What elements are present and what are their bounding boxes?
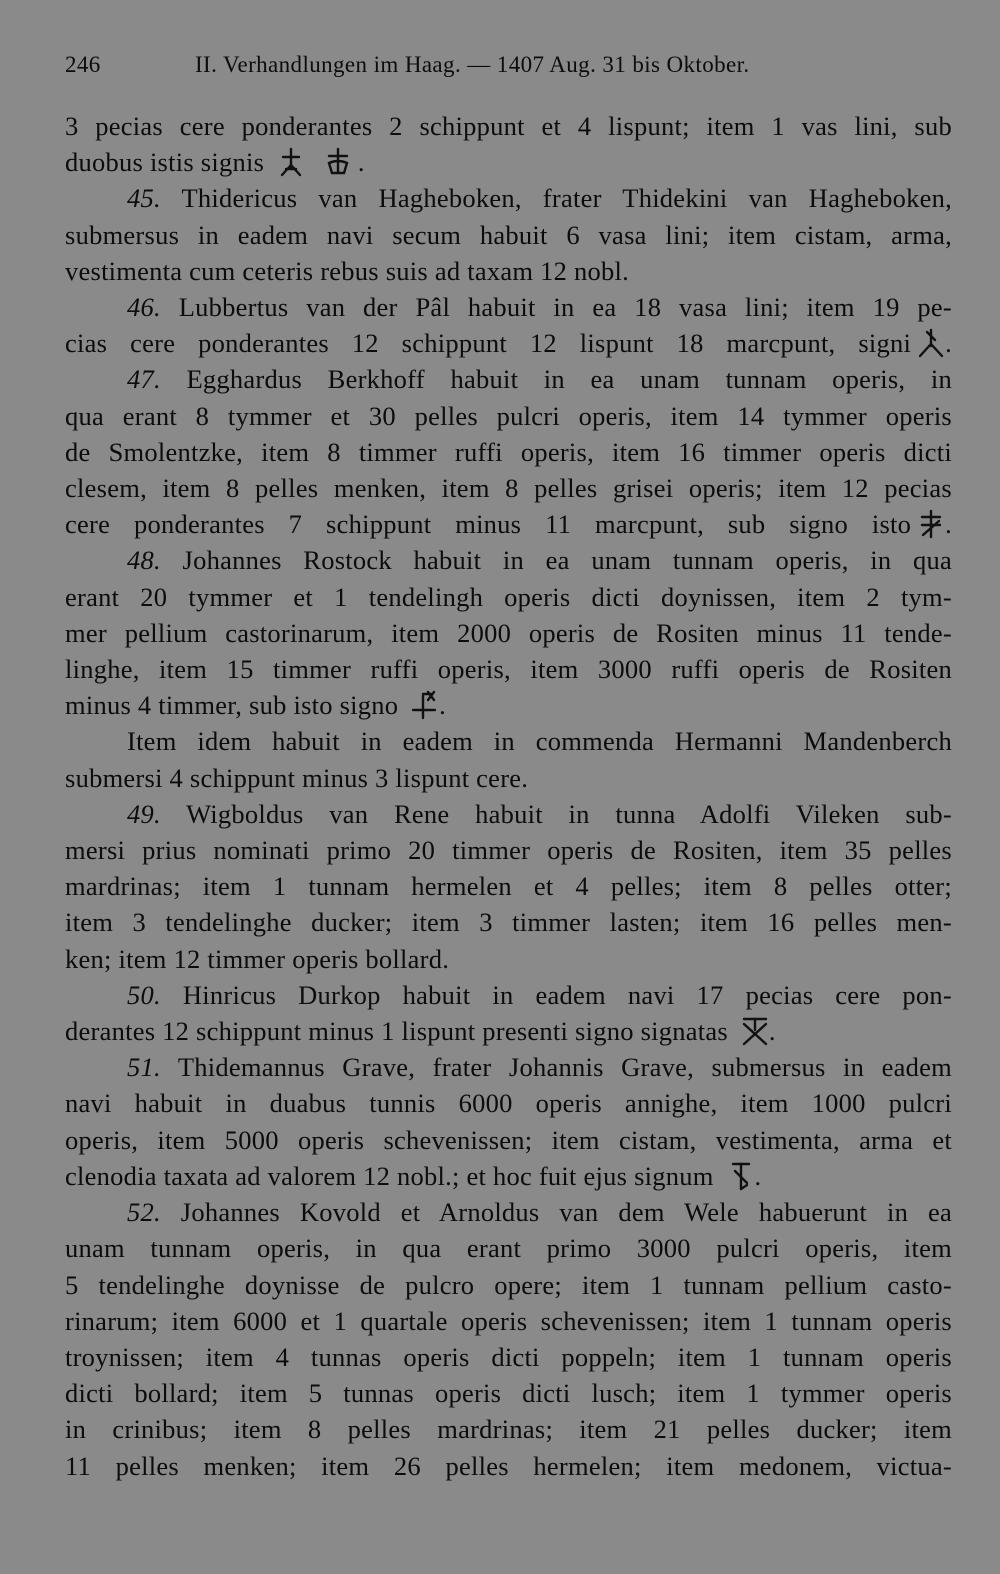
text-span: .: [945, 328, 952, 359]
text-span: minus 4 timmer, sub isto signo: [65, 690, 399, 721]
text-line: in crinibus; item 8 pelles mardrinas; item 21 pelles ducker; item: [65, 1414, 952, 1445]
entry-number: 47.: [127, 364, 161, 395]
text-line: [65, 325, 952, 361]
merchant-mark-icon: [917, 328, 945, 358]
entry-number: 49.: [127, 798, 161, 829]
text-line: operis, item 5000 operis schevenissen; item cistam, vestimenta, arma et: [65, 1124, 952, 1155]
text-line: navi habuit in duabus tunnis 6000 operis annighe, item 1000 pulcri: [65, 1088, 952, 1119]
entry-number: 48.: [127, 545, 161, 576]
entry-46: [65, 289, 952, 361]
running-title: II. Verhandlungen im Haag. — 1407 Aug. 31 bis Oktober.: [195, 52, 750, 77]
text-line: de Smolentzke, item 8 timmer ruffi operis, item 16 timmer operis dicti: [65, 436, 952, 467]
text-line: vestimenta cum ceteris rebus suis ad taxam 12 nobl.: [65, 255, 629, 286]
text-line: mer pellium castorinarum, item 2000 operis de Rositen minus 11 tende-: [65, 617, 952, 648]
text-line: qua erant 8 tymmer et 30 pelles pulcri operis, item 14 tymmer operis: [65, 400, 952, 431]
text-line: [65, 506, 952, 542]
entry-44-continuation: [65, 108, 952, 180]
text-line: clesem, item 8 pelles menken, item 8 pelles grisei operis; item 12 pecias: [65, 473, 952, 504]
entry-52: [65, 1194, 952, 1484]
text-line: submersi 4 schippunt minus 3 lispunt cere.: [65, 762, 529, 793]
text-line: [65, 687, 952, 723]
text-span: Johannes Kovold et Arnoldus van dem Wele habuerunt in ea: [180, 1197, 953, 1228]
text-line: erant 20 tymmer et 1 tendelingh operis dicti doynissen, item 2 tym-: [65, 581, 952, 612]
text-line: [65, 289, 952, 325]
text-line: [65, 1013, 952, 1049]
text-line: [65, 977, 952, 1013]
text-span: Egghardus Berkhoff habuit in ea unam tunnam operis, in: [186, 364, 953, 395]
text-line: ken; item 12 timmer operis bollard.: [65, 943, 450, 974]
text-line: [65, 542, 952, 578]
text-span: derantes 12 schippunt minus 1 lispunt presenti signo signatas: [65, 1016, 728, 1047]
entry-number: 46.: [127, 292, 161, 323]
text-span: .: [754, 1160, 762, 1191]
text-line: linghe, item 15 timmer ruffi operis, item 3000 ruffi operis de Rositen: [65, 654, 952, 685]
text-span: Thidericus van Hagheboken, frater Thidekini van Hagheboken,: [181, 183, 952, 214]
merchant-mark-icon: [727, 1161, 755, 1191]
text-line: [65, 361, 952, 397]
text-span: Wigboldus van Rene habuit in tunna Adolfi Vileken sub-: [186, 798, 952, 829]
running-header: [65, 52, 935, 78]
text-span: cias cere ponderantes 12 schippunt 12 lispunt 18 marcpunt, signi: [65, 328, 912, 359]
text-line: dicti bollard; item 5 tunnas operis dicti lusch; item 1 tymmer operis: [65, 1378, 952, 1409]
merchant-mark-icon: [917, 509, 945, 539]
text-line: [65, 796, 952, 832]
text-span: Johannes Rostock habuit in ea unam tunnam operis, in qua: [182, 545, 952, 576]
entry-50: [65, 977, 952, 1049]
text-line: [65, 1049, 952, 1085]
text-span: clenodia taxata ad valorem 12 nobl.; et hoc fuit ejus signum: [65, 1160, 714, 1191]
text-line: [65, 1194, 952, 1230]
entry-51: [65, 1049, 952, 1194]
text-span: Thidemannus Grave, frater Johannis Grave, submersus in eadem: [177, 1052, 952, 1083]
merchant-mark-icon: [324, 147, 352, 177]
text-line: [65, 1158, 952, 1194]
merchant-mark-icon: [277, 147, 305, 177]
text-line: mersi prius nominati primo 20 timmer operis de Rositen, item 35 pelles: [65, 835, 952, 866]
text-line: [65, 180, 952, 216]
text-span: .: [768, 1016, 776, 1047]
text-span: Lubbertus van der Pâl habuit in ea 18 vasa lini; item 19 pe-: [178, 292, 953, 323]
text-span: .: [945, 509, 952, 540]
text-span: .: [357, 147, 365, 178]
main-text: [65, 108, 952, 1484]
entry-48: [65, 542, 952, 795]
text-line: rinarum; item 6000 et 1 quartale operis schevenissen; item 1 tunnam operis: [65, 1305, 952, 1336]
text-line: item 3 tendelinghe ducker; item 3 timmer lasten; item 16 pelles men-: [65, 907, 952, 938]
text-line: Item idem habuit in eadem in commenda Hermanni Mandenberch: [127, 726, 952, 757]
text-line: troynissen; item 4 tunnas operis dicti poppeln; item 1 tunnam operis: [65, 1341, 952, 1372]
text-line: submersus in eadem navi secum habuit 6 vasa lini; item cistam, arma,: [65, 219, 952, 250]
merchant-mark-icon: [411, 690, 439, 720]
text-line: 5 tendelinghe doynisse de pulcro opere; item 1 tunnam pellium casto-: [65, 1269, 952, 1300]
text-span: Hinricus Durkop habuit in eadem navi 17 pecias cere pon-: [182, 979, 952, 1010]
entry-number: 45.: [127, 183, 161, 214]
entry-number: 50.: [127, 979, 161, 1010]
merchant-mark-icon: [741, 1016, 769, 1046]
text-line: 11 pelles menken; item 26 pelles hermelen; item medonem, victua-: [65, 1450, 952, 1481]
page-number: 246: [65, 52, 101, 77]
text-span: duobus istis signis: [65, 147, 265, 178]
entry-number: 51.: [127, 1052, 161, 1083]
text-line: mardrinas; item 1 tunnam hermelen et 4 pelles; item 8 pelles otter;: [65, 871, 952, 902]
text-line: [65, 144, 952, 180]
text-span: cere ponderantes 7 schippunt minus 11 marcpunt, sub signo isto: [65, 509, 912, 540]
text-line: 3 pecias cere ponderantes 2 schippunt et 4 lispunt; item 1 vas lini, sub: [65, 111, 952, 141]
entry-45: [65, 180, 952, 289]
text-span: .: [439, 690, 447, 721]
text-line: unam tunnam operis, in qua erant primo 3000 pulcri operis, item: [65, 1233, 952, 1264]
entry-47: [65, 361, 952, 542]
entry-49: [65, 796, 952, 977]
entry-number: 52.: [127, 1197, 161, 1228]
